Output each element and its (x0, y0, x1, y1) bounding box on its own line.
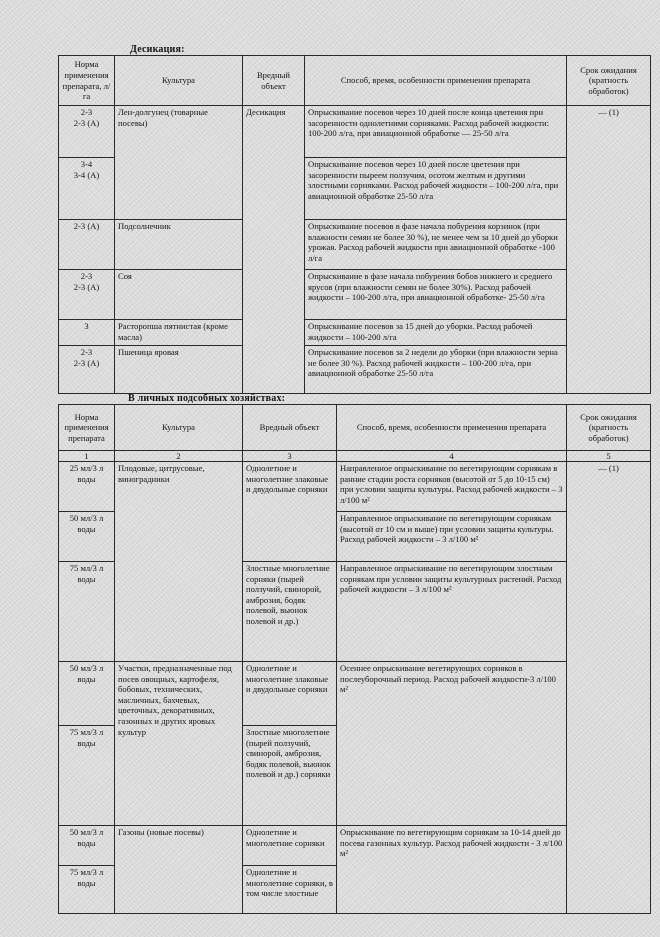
header-norm: Норма применения препарата (59, 405, 115, 451)
table-header-row (59, 405, 651, 451)
table-header-row (59, 56, 651, 106)
wait-cell: — (1) (567, 462, 651, 914)
crop-cell: Расторопша пятнистая (кроме масла) (115, 320, 243, 346)
method-cell: Направленное опрыскивание по вегетирующим сорнякам в ранние стадии роста сорняков (высотой от 5 до 10-15 см) при условии защиты культуры. Расход рабочей жидкости – 3 л/100 м² (337, 462, 567, 512)
norm-cell: 2-3 (А) (59, 220, 115, 270)
header-wait: Срок ожидания (кратность обработок) (567, 56, 651, 106)
method-cell: Опрыскивание посевов в фазе начала побурения корзинок (при влажности семян не более 30 %), не менее чем за 10 дней до уборки урожая. Расход рабочей жидкости при авиационной обработке -100 л/га (305, 220, 567, 270)
crop-cell: Участки, предназначенные под посев овощных, картофеля, бобовых, технических, масличных, бахчевых, цветочных, декоративных, газонных и других яровых культур (115, 662, 243, 826)
method-cell: Опрыскивание посевов за 15 дней до уборки. Расход рабочей жидкости – 100-200 л/га (305, 320, 567, 346)
header-method: Способ, время, особенности применения препарата (305, 56, 567, 106)
method-cell: Опрыскивание по вегетирующим сорнякам за 10-14 дней до посева газонных культур. Расход рабочей жидкости - 3 л/100 м² (337, 826, 567, 914)
wait-cell: — (1) (567, 106, 651, 394)
header-method: Способ, время, особенности применения препарата (337, 405, 567, 451)
crop-cell: Плодовые, цитрусовые, виноградники (115, 462, 243, 662)
crop-cell: Лен-долгунец (товарные посевы) (115, 106, 243, 220)
private-farms-table (58, 404, 651, 914)
column-index: 1 (59, 451, 115, 462)
method-cell: Направленное опрыскивание по вегетирующим злостным сорнякам при условии защиты культурных растений. Расход рабочей жидкости – 3 л/100 м² (337, 562, 567, 662)
header-wait: Срок ожидания (кратность обработок) (567, 405, 651, 451)
norm-cell: 75 мл/3 л воды (59, 562, 115, 662)
header-crop: Культура (115, 56, 243, 106)
target-cell: Десикация (243, 106, 305, 394)
norm-cell: 50 мл/3 л воды (59, 662, 115, 726)
table-row (59, 826, 651, 866)
norm-cell: 3-4 3-4 (А) (59, 158, 115, 220)
target-cell: Однолетние и многолетние сорняки, в том числе злостные (243, 866, 337, 914)
column-index-row (59, 451, 651, 462)
header-norm: Норма применения препарата, л/га (59, 56, 115, 106)
section-title-private-farms: В личных подсобных хозяйствах: (128, 393, 286, 404)
norm-cell: 2-3 2-3 (А) (59, 270, 115, 320)
method-cell: Опрыскивание посевов за 2 недели до уборки (при влажности зерна не более 30 %). Расход рабочей жидкости – 100-200 л/га, при авиационной обработке 25-50 л/га (305, 346, 567, 394)
target-cell: Однолетние и многолетние злаковые и двудольные сорняки (243, 662, 337, 726)
method-cell: Опрыскивание посевов через 10 дней после конца цветения при засоренности однолетними сорняками. Расход рабочей жидкости: 100-200 л/га, при авиационной обработке — 25-50 л/га (305, 106, 567, 158)
crop-cell: Газоны (новые посевы) (115, 826, 243, 914)
column-index: 2 (115, 451, 243, 462)
table-row (59, 662, 651, 726)
table-row (59, 220, 651, 270)
table-row (59, 106, 651, 158)
column-index: 5 (567, 451, 651, 462)
header-target: Вредный объект (243, 405, 337, 451)
norm-cell: 25 мл/3 л воды (59, 462, 115, 512)
header-target: Вредный объект (243, 56, 305, 106)
norm-cell: 50 мл/3 л воды (59, 826, 115, 866)
target-cell: Злостные многолетние (пырей ползучий, свинорой, амброзия, бодяк полевой, вьюнок полевой и др.) сорняки (243, 726, 337, 826)
table-row (59, 270, 651, 320)
desiccation-table (58, 55, 651, 394)
table-row (59, 462, 651, 512)
norm-cell: 2-3 2-3 (А) (59, 106, 115, 158)
crop-cell: Пшеница яровая (115, 346, 243, 394)
table-row (59, 320, 651, 346)
norm-cell: 75 мл/3 л воды (59, 866, 115, 914)
section-title-desiccation: Десикация: (130, 44, 185, 55)
target-cell: Злостные многолетние сорняки (пырей ползучий, свинорой, амброзия, бодяк полевой, вьюнок полевой и др.) (243, 562, 337, 662)
method-cell: Направленное опрыскивание по вегетирующим сорнякам (высотой от 10 см и выше) при условии защиты культуры. Расход рабочей жидкости – 3 л/100 м² (337, 512, 567, 562)
norm-cell: 75 мл/3 л воды (59, 726, 115, 826)
method-cell: Опрыскивание в фазе начала побурения бобов нижнего и среднего ярусов (при влажности семян не более 30%). Расход рабочей жидкости – 100-200 л/га, при авиационной обработке- 25-50 л/га (305, 270, 567, 320)
norm-cell: 2-3 2-3 (А) (59, 346, 115, 394)
column-index: 4 (337, 451, 567, 462)
target-cell: Однолетние и многолетние сорняки (243, 826, 337, 866)
method-cell: Опрыскивание посевов через 10 дней после цветения при засоренности пыреем ползучим, осотом желтым и другими злостными сорняками. Расход рабочей жидкости – 100-200 л/га, при авиационной обработке 25-50 л/га (305, 158, 567, 220)
header-crop: Культура (115, 405, 243, 451)
method-cell: Осеннее опрыскивание вегетирующих сорняков в послеуборочный период. Расход рабочей жидкости-3 л/100 м² (337, 662, 567, 826)
norm-cell: 3 (59, 320, 115, 346)
crop-cell: Соя (115, 270, 243, 320)
crop-cell: Подсолнечник (115, 220, 243, 270)
column-index: 3 (243, 451, 337, 462)
target-cell: Однолетние и многолетние злаковые и двудольные сорняки (243, 462, 337, 562)
norm-cell: 50 мл/3 л воды (59, 512, 115, 562)
table-row (59, 346, 651, 394)
